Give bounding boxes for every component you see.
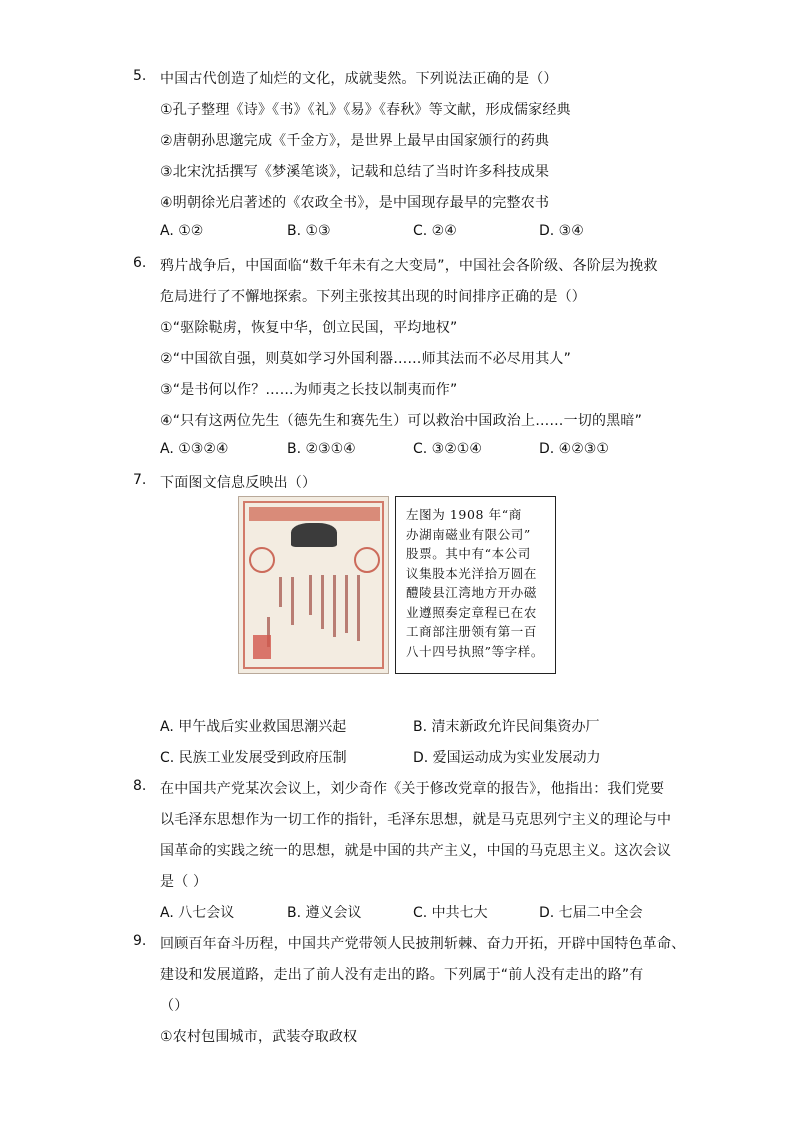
question-stem-line-2: 危局进行了不懈地探索。下列主张按其出现的时间排序正确的是（） (160, 289, 586, 305)
statement-2: ②“中国欲自强，则莫如学习外国利器……师其法而不必尽用其人” (160, 351, 572, 367)
question-stem: 下面图文信息反映出（） (160, 475, 317, 491)
statement-3: ③“是书何以作？……为师夷之长技以制夷而作” (160, 382, 458, 398)
certificate-vignette (291, 523, 337, 547)
certificate-stamp (253, 635, 271, 659)
certificate-text-column (357, 575, 360, 641)
option-a: A. 八七会议 (160, 905, 235, 921)
statement-2: ②唐朝孙思邈完成《千金方》，是世界上最早由国家颁行的药典 (160, 133, 550, 149)
caption-line: 工商部注册领有第一百 (406, 624, 538, 639)
statement-1: ①“驱除鞑虏，恢复中华，创立民国，平均地权” (160, 320, 458, 336)
question-number: 8. (133, 778, 147, 794)
statement-1: ①孔子整理《诗》《书》《礼》《易》《春秋》等文献，形成儒家经典 (160, 102, 571, 118)
certificate-text-column (309, 575, 312, 615)
certificate-text-column (345, 575, 348, 633)
option-a: A. ①② (160, 223, 204, 239)
question-stem-line-1: 回顾百年奋斗历程，中国共产党带领人民披荆斩棘、奋力开拓，开辟中国特色革命、 (160, 936, 686, 952)
option-c: C. ③②①④ (413, 441, 482, 457)
caption-line: 醴陵县江湾地方开办磁 (406, 585, 538, 600)
question-stem-line-4: 是（ ） (160, 874, 208, 890)
question-stem-line-2: 建设和发展道路，走出了前人没有走出的路。下列属于“前人没有走出的路”有 (160, 967, 644, 983)
statement-4: ④“只有这两位先生（德先生和赛先生）可以救治中国政治上……一切的黑暗” (160, 413, 643, 429)
option-a: A. 甲午战后实业救国思潮兴起 (160, 719, 347, 735)
statement-1: ①农村包围城市，武装夺取政权 (160, 1029, 358, 1045)
question-number: 7. (133, 472, 147, 488)
option-d: D. ④②③① (539, 441, 609, 457)
caption-line: 业遵照奏定章程已在农 (406, 604, 538, 620)
option-d: D. ③④ (539, 223, 584, 239)
question-stem-line-2: 以毛泽东思想作为一切工作的指针，毛泽东思想，就是马克思列宁主义的理论与中 (160, 812, 672, 828)
question-stem-line-1: 鸦片战争后，中国面临“数千年未有之大变局”，中国社会各阶级、各阶层为挽救 (160, 258, 658, 274)
question-stem-line-3: （） (160, 998, 189, 1014)
certificate-seal-right (354, 547, 380, 573)
option-c: C. 中共七大 (413, 905, 488, 921)
option-c: C. 民族工业发展受到政府压制 (160, 750, 347, 766)
statement-3: ③北宋沈括撰写《梦溪笔谈》，记载和总结了当时许多科技成果 (160, 164, 550, 180)
certificate-text-column (291, 577, 294, 625)
caption-line: 股票。其中有“本公司 (406, 546, 531, 561)
caption-line: 办湖南磁业有限公司” (406, 526, 531, 542)
question-stem-line-1: 在中国共产党某次会议上，刘少奇作《关于修改党章的报告》，他指出：我们党要 (160, 781, 665, 797)
option-d: D. 爱国运动成为实业发展动力 (413, 750, 601, 766)
option-a: A. ①③②④ (160, 441, 229, 457)
option-b: B. ②③①④ (287, 441, 356, 457)
question-stem: 中国古代创造了灿烂的文化，成就斐然。下列说法正确的是（） (160, 71, 558, 87)
option-d: D. 七届二中全会 (539, 905, 643, 921)
certificate-seal-left (249, 547, 275, 573)
question-stem-line-3: 国革命的实践之统一的思想，就是中国的共产主义，中国的马克思主义。这次会议 (160, 843, 672, 859)
question-number: 9. (133, 933, 147, 949)
question-number: 5. (133, 68, 147, 84)
question-number: 6. (133, 255, 147, 271)
option-b: B. 清末新政允许民间集资办厂 (413, 719, 600, 735)
option-b: B. 遵义会议 (287, 905, 362, 921)
option-b: B. ①③ (287, 223, 331, 239)
caption-textbox (395, 496, 556, 674)
stock-certificate-image (238, 496, 389, 674)
caption-line: 议集股本光洋拾万圆在 (406, 565, 538, 581)
certificate-text-column (321, 575, 324, 629)
certificate-text-column (279, 577, 282, 607)
caption-line: 左图为 1908 年“商 (406, 507, 522, 522)
statement-4: ④明朝徐光启著述的《农政全书》，是中国现存最早的完整农书 (160, 195, 550, 211)
certificate-header-banner (249, 507, 380, 521)
caption-line: 八十四号执照”等字样。 (406, 643, 544, 659)
certificate-text-column (333, 575, 336, 637)
option-c: C. ②④ (413, 223, 457, 239)
